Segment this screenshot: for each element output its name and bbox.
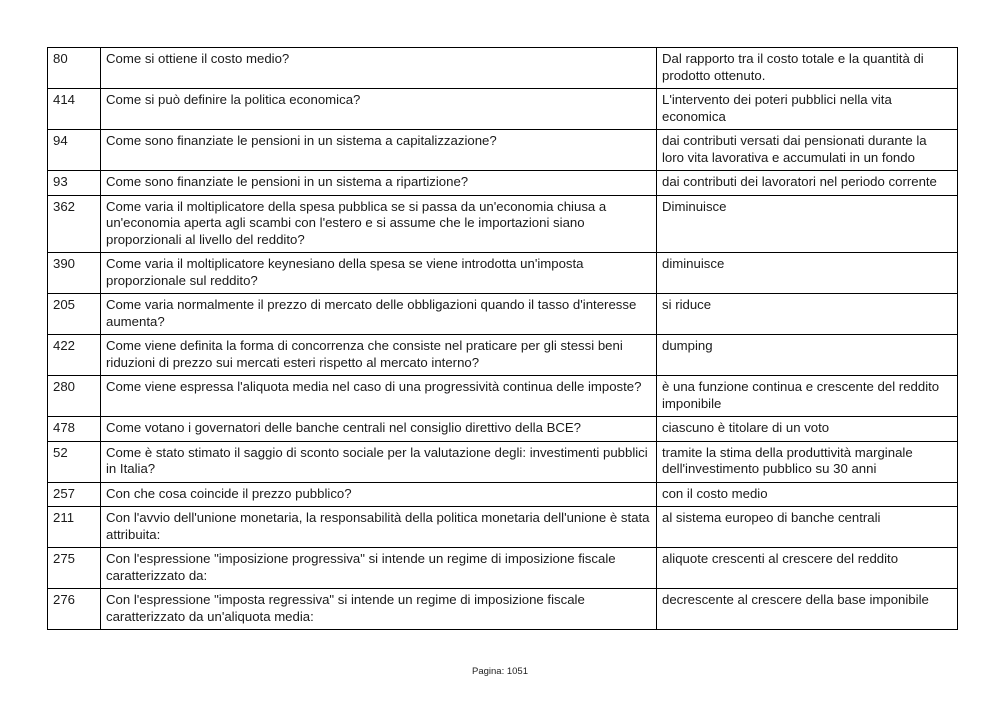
table-row bbox=[48, 253, 958, 294]
table-row bbox=[48, 507, 958, 548]
answer-cell: dai contributi dei lavoratori nel periodo corrente bbox=[657, 171, 958, 196]
answer-cell: L'intervento dei poteri pubblici nella vita economica bbox=[657, 89, 958, 130]
table-row bbox=[48, 376, 958, 417]
row-id-cell: 52 bbox=[48, 441, 101, 482]
row-id-cell: 211 bbox=[48, 507, 101, 548]
table-row bbox=[48, 294, 958, 335]
row-id-cell: 80 bbox=[48, 48, 101, 89]
table-row bbox=[48, 482, 958, 507]
answer-cell: tramite la stima della produttività marginale dell'investimento pubblico su 30 anni bbox=[657, 441, 958, 482]
answer-cell: si riduce bbox=[657, 294, 958, 335]
table-row bbox=[48, 441, 958, 482]
row-id-cell: 257 bbox=[48, 482, 101, 507]
question-cell: Come è stato stimato il saggio di sconto sociale per la valutazione degli: investimenti pubblici in Italia? bbox=[101, 441, 657, 482]
question-cell: Con l'espressione "imposizione progressiva" si intende un regime di imposizione fiscale caratterizzato da: bbox=[101, 548, 657, 589]
answer-cell: con il costo medio bbox=[657, 482, 958, 507]
row-id-cell: 94 bbox=[48, 130, 101, 171]
row-id-cell: 276 bbox=[48, 589, 101, 630]
row-id-cell: 478 bbox=[48, 417, 101, 442]
table-row bbox=[48, 589, 958, 630]
answer-cell: aliquote crescenti al crescere del reddito bbox=[657, 548, 958, 589]
table-row bbox=[48, 171, 958, 196]
question-cell: Come sono finanziate le pensioni in un sistema a ripartizione? bbox=[101, 171, 657, 196]
row-id-cell: 362 bbox=[48, 195, 101, 253]
qa-table-body bbox=[48, 48, 958, 630]
page-number: Pagina: 1051 bbox=[472, 666, 528, 677]
answer-cell: dumping bbox=[657, 335, 958, 376]
answer-cell: decrescente al crescere della base imponibile bbox=[657, 589, 958, 630]
question-cell: Come varia il moltiplicatore della spesa pubblica se si passa da un'economia chiusa a un'economia aperta agli scambi con l'estero e si assume che le importazioni siano proporzionali al livello del reddito? bbox=[101, 195, 657, 253]
question-cell: Come si ottiene il costo medio? bbox=[101, 48, 657, 89]
question-cell: Come sono finanziate le pensioni in un sistema a capitalizzazione? bbox=[101, 130, 657, 171]
row-id-cell: 390 bbox=[48, 253, 101, 294]
answer-cell: Dal rapporto tra il costo totale e la quantità di prodotto ottenuto. bbox=[657, 48, 958, 89]
row-id-cell: 93 bbox=[48, 171, 101, 196]
row-id-cell: 280 bbox=[48, 376, 101, 417]
table-row bbox=[48, 48, 958, 89]
answer-cell: ciascuno è titolare di un voto bbox=[657, 417, 958, 442]
question-cell: Con che cosa coincide il prezzo pubblico? bbox=[101, 482, 657, 507]
question-cell: Come varia normalmente il prezzo di mercato delle obbligazioni quando il tasso d'interesse aumenta? bbox=[101, 294, 657, 335]
row-id-cell: 422 bbox=[48, 335, 101, 376]
answer-cell: è una funzione continua e crescente del reddito imponibile bbox=[657, 376, 958, 417]
row-id-cell: 205 bbox=[48, 294, 101, 335]
row-id-cell: 414 bbox=[48, 89, 101, 130]
table-row bbox=[48, 89, 958, 130]
answer-cell: diminuisce bbox=[657, 253, 958, 294]
row-id-cell: 275 bbox=[48, 548, 101, 589]
question-cell: Con l'avvio dell'unione monetaria, la responsabilità della politica monetaria dell'unione è stata attribuita: bbox=[101, 507, 657, 548]
question-cell: Con l'espressione "imposta regressiva" si intende un regime di imposizione fiscale caratterizzato da un'aliquota media: bbox=[101, 589, 657, 630]
qa-table bbox=[47, 47, 958, 630]
question-cell: Come viene espressa l'aliquota media nel caso di una progressività continua delle imposte? bbox=[101, 376, 657, 417]
question-cell: Come si può definire la politica economica? bbox=[101, 89, 657, 130]
table-row bbox=[48, 548, 958, 589]
question-cell: Come viene definita la forma di concorrenza che consiste nel praticare per gli stessi beni riduzioni di prezzo sui mercati esteri rispetto al mercato interno? bbox=[101, 335, 657, 376]
question-cell: Come varia il moltiplicatore keynesiano della spesa se viene introdotta un'imposta proporzionale sul reddito? bbox=[101, 253, 657, 294]
table-row bbox=[48, 130, 958, 171]
answer-cell: al sistema europeo di banche centrali bbox=[657, 507, 958, 548]
table-row bbox=[48, 195, 958, 253]
table-row bbox=[48, 335, 958, 376]
table-row bbox=[48, 417, 958, 442]
answer-cell: Diminuisce bbox=[657, 195, 958, 253]
answer-cell: dai contributi versati dai pensionati durante la loro vita lavorativa e accumulati in un fondo bbox=[657, 130, 958, 171]
question-cell: Come votano i governatori delle banche centrali nel consiglio direttivo della BCE? bbox=[101, 417, 657, 442]
